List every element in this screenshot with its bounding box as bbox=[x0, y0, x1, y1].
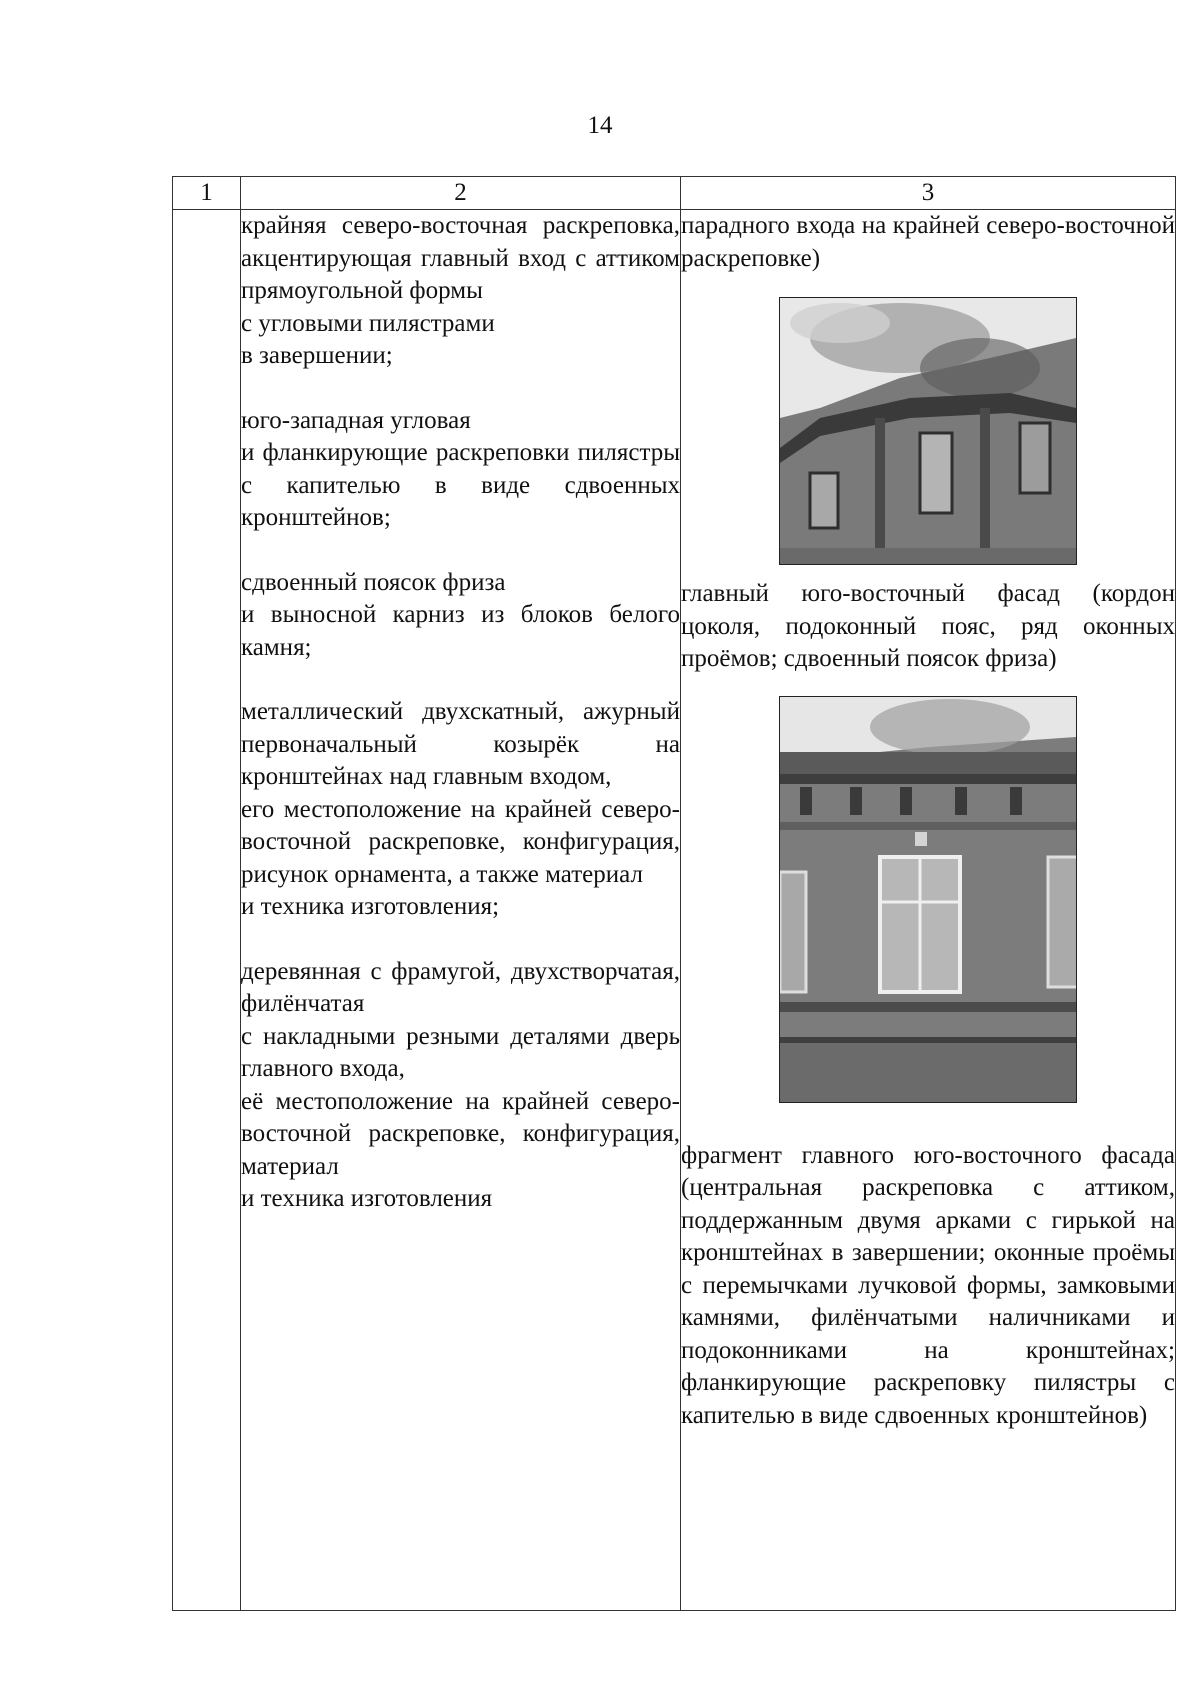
cell-col-3 bbox=[681, 210, 1176, 1611]
item-pilasters: юго-западная угловая и фланкирующие раскреповки пилястры с капителью в виде сдвоенных кронштейнов; bbox=[241, 406, 680, 531]
caption-facade: главный юго-восточный фасад (кордон цоколя, подоконный пояс, ряд оконных проёмов; сдвоенный поясок фриза) bbox=[681, 580, 1175, 672]
header-col-1: 1 bbox=[173, 177, 241, 210]
item-corner-projection: крайняя северо-восточная раскреповка, акцентирующая главный вход с аттиком прямоугольной формы с угловыми пилястрами в завершении; bbox=[241, 212, 680, 369]
cell-col-1 bbox=[173, 210, 241, 1611]
item-canopy: металлический двухскатный, ажурный первоначальный козырёк на кронштейнах над главным входом, его местоположение на крайней северо-восточной раскреповке, конфигурация, рисунок орнамента, а также материал и техника изготовления; bbox=[241, 698, 680, 920]
item-entrance-door: деревянная с фрамугой, двухстворчатая, филёнчатая с накладными резными деталями дверь главного входа, её местоположение на крайней северо-восточной раскреповке, конфигурация, материал и техника изготовления bbox=[241, 957, 680, 1212]
caption-facade-fragment: фрагмент главного юго-восточного фасада (центральная раскреповка с аттиком, поддержанным двумя арками с гирькой на кронштейнах в завершении; оконные проёмы с перемычками лучковой формы, замковыми камнями, филёнчатыми наличниками и подоконниками на кронштейнах; фланкирующие раскреповку пилястры с капителью в виде сдвоенных кронштейнов) bbox=[681, 1141, 1175, 1429]
caption-top: парадного входа на крайней северо-восточной раскреповке) bbox=[681, 212, 1175, 272]
table-header-row bbox=[173, 177, 1176, 210]
page-number: 14 bbox=[587, 112, 613, 139]
cell-col-2 bbox=[241, 210, 681, 1611]
item-frieze-cornice: сдвоенный поясок фриза и выносной карниз из блоков белого камня; bbox=[241, 568, 680, 661]
table-row bbox=[173, 210, 1176, 1611]
header-col-2: 2 bbox=[241, 177, 681, 210]
heritage-table bbox=[172, 176, 1176, 1611]
facade-photo bbox=[779, 297, 1077, 565]
facade-fragment-photo bbox=[779, 696, 1077, 1103]
header-col-3: 3 bbox=[681, 177, 1176, 210]
